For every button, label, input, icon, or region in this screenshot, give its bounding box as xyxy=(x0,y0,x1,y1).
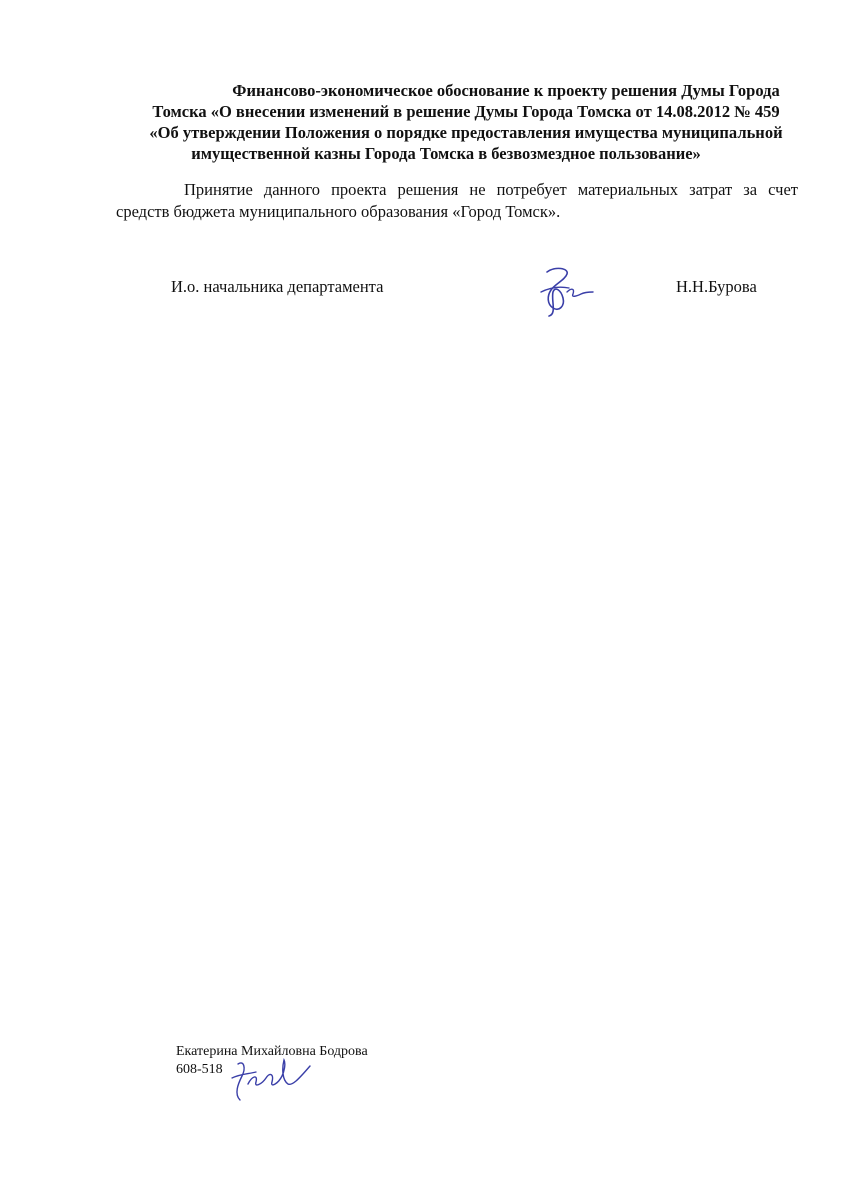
document-title xyxy=(120,80,812,164)
signatory-role: И.о. начальника департамента xyxy=(171,277,384,296)
body-paragraph xyxy=(116,179,798,223)
title-line: Томска «О внесении изменений в решение Думы Города Томска от 14.08.2012 № 459 xyxy=(152,102,780,121)
signatory-name: Н.Н.Бурова xyxy=(676,277,757,296)
body-line: Принятие данного проекта решения не потребует материальных затрат за счет xyxy=(184,180,798,199)
title-line: Финансово-экономическое обоснование к проекту решения Думы Города xyxy=(232,81,780,100)
signature-image xyxy=(533,262,597,318)
executor-signature-image xyxy=(226,1054,314,1104)
title-line: имущественной казны Города Томска в безвозмездное пользование» xyxy=(191,144,701,163)
executor-phone: 608-518 xyxy=(176,1062,223,1077)
body-line: средств бюджета муниципального образования «Город Томск». xyxy=(116,202,561,221)
title-line: «Об утверждении Положения о порядке предоставления имущества муниципальной xyxy=(149,123,783,142)
executor-name: Екатерина Михайловна Бодрова xyxy=(176,1044,368,1059)
